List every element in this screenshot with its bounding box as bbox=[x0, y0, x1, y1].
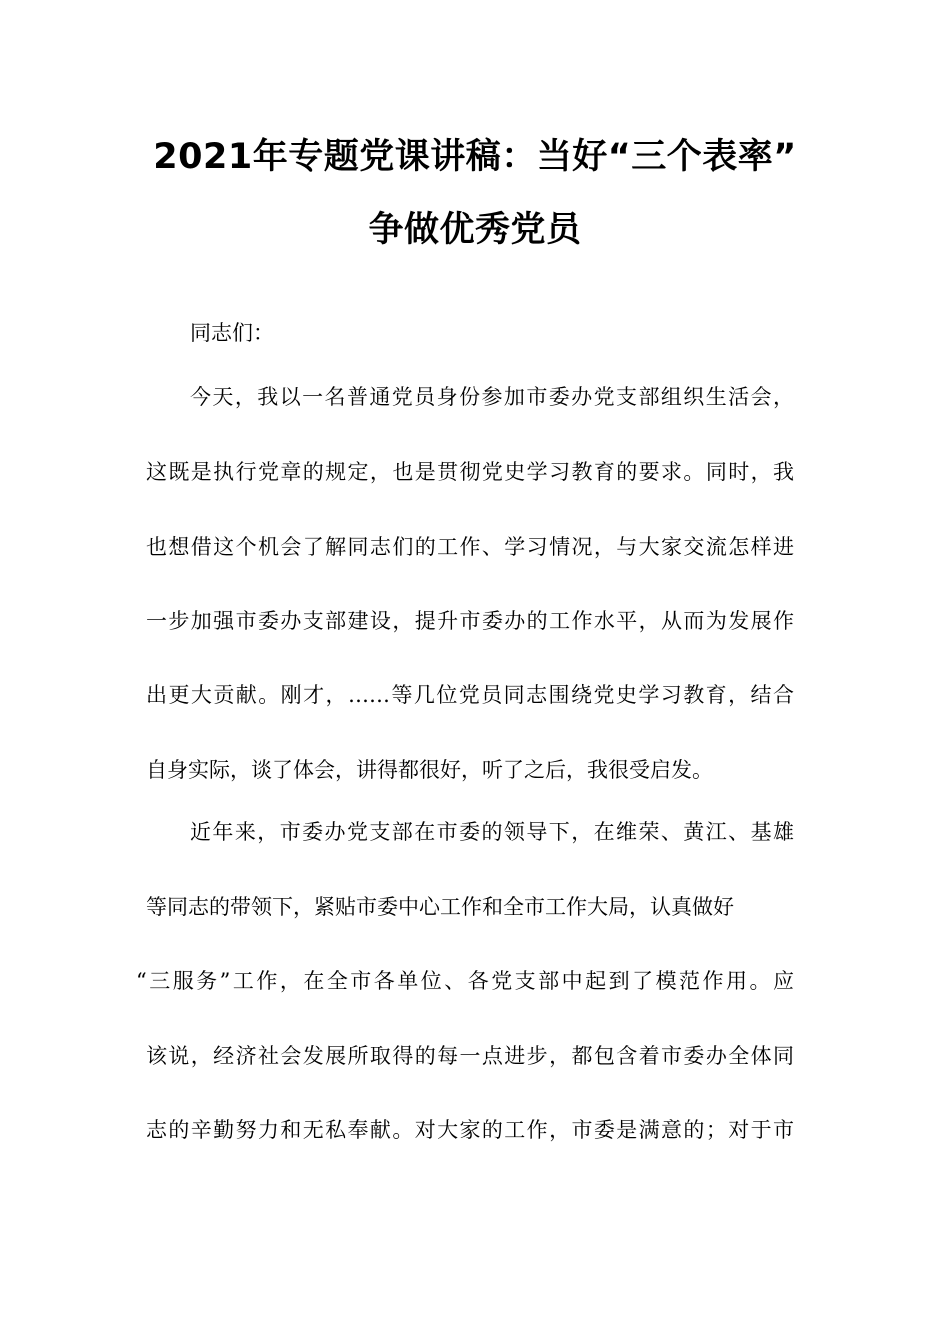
paragraph-1-line-5: 出更大贡献。刚才，……等几位党员同志围绕党史学习教育，结合 bbox=[146, 683, 794, 707]
document-title-line-2: 争做优秀党员 bbox=[368, 210, 582, 250]
paragraph-2-line-5: 志的辛勤努力和无私奉献。对大家的工作，市委是满意的；对于市 bbox=[146, 1118, 794, 1142]
paragraph-2-line-2: 等同志的带领下，紧贴市委中心工作和全市工作大局，认真做好 bbox=[146, 895, 734, 919]
paragraph-2-line-3: “三服务”工作，在全市各单位、各党支部中起到了模范作用。应 bbox=[136, 969, 794, 993]
salutation: 同志们： bbox=[190, 321, 274, 345]
paragraph-1-line-1: 今天，我以一名普通党员身份参加市委办党支部组织生活会， bbox=[190, 385, 794, 409]
paragraph-2-line-1: 近年来，市委办党支部在市委的领导下，在维荣、黄江、基雄 bbox=[190, 820, 794, 844]
document-title-line-1: 2021年专题党课讲稿：当好“三个表率” bbox=[153, 137, 797, 177]
paragraph-1-line-3: 也想借这个机会了解同志们的工作、学习情况，与大家交流怎样进 bbox=[146, 535, 794, 559]
paragraph-1-line-6: 自身实际，谈了体会，讲得都很好，听了之后，我很受启发。 bbox=[146, 758, 713, 782]
paragraph-1-line-4: 一步加强市委办支部建设，提升市委办的工作水平，从而为发展作 bbox=[146, 609, 794, 633]
paragraph-1-line-2: 这既是执行党章的规定，也是贯彻党史学习教育的要求。同时，我 bbox=[146, 460, 794, 484]
paragraph-2-line-4: 该说，经济社会发展所取得的每一点进步，都包含着市委办全体同 bbox=[146, 1044, 794, 1068]
